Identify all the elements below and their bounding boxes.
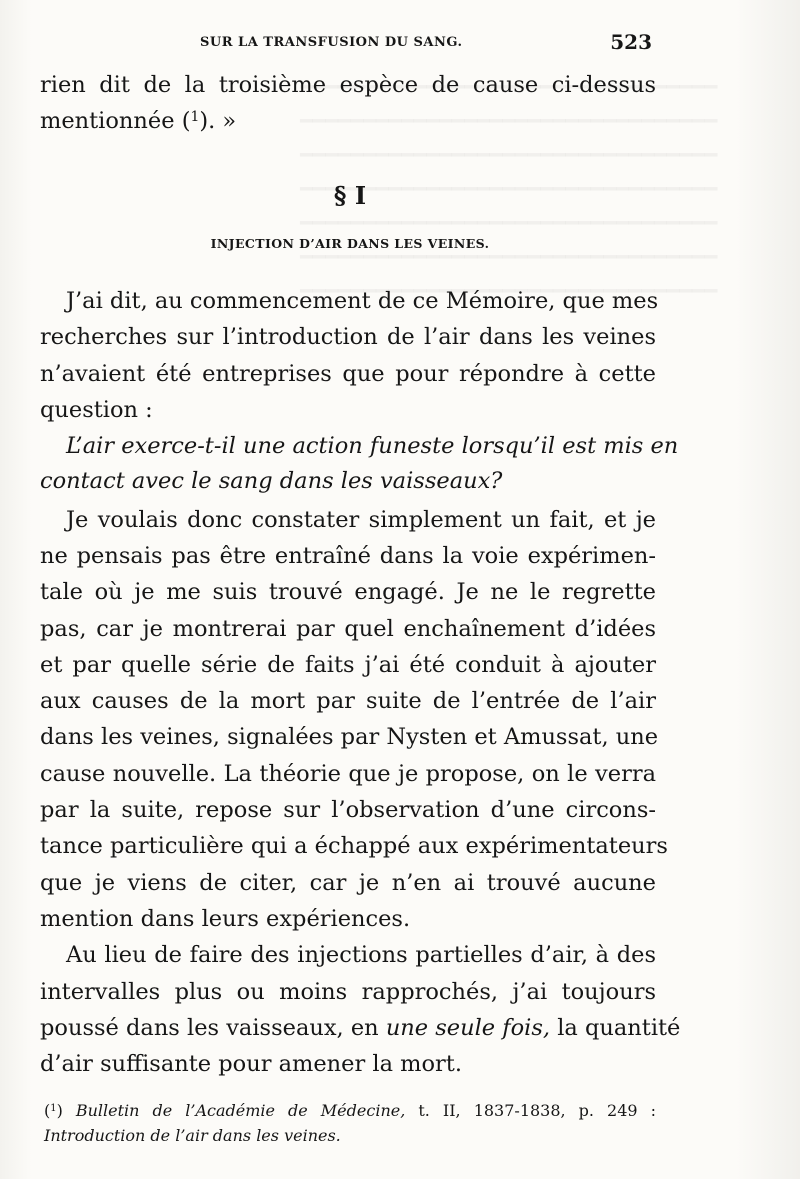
text-line: rien dit de la troisième espèce de cause ci-dessus bbox=[40, 72, 656, 98]
footnote-line: Introduction de l’air dans les veines. bbox=[44, 1126, 341, 1145]
footnote-citation: t. II, 1837-1838, p. 249 : bbox=[405, 1101, 657, 1120]
text-line: n’avaient été entreprises que pour répondre à cette bbox=[40, 361, 656, 387]
text-line: cause nouvelle. La théorie que je propose, on le verra bbox=[40, 761, 656, 787]
text-line: aux causes de la mort par suite de l’entrée de l’air bbox=[40, 688, 656, 714]
text-line: et par quelle série de faits j’ai été conduit à ajouter bbox=[40, 652, 656, 678]
footnote-marker-open: ( bbox=[44, 1101, 51, 1120]
text-line: par la suite, repose sur l’observation d’une circons- bbox=[40, 797, 656, 823]
text-run: mentionnée ( bbox=[40, 108, 191, 134]
footnote-source: Bulletin de l’Académie de Médecine, bbox=[75, 1101, 406, 1120]
footnote-number: 1 bbox=[50, 1103, 57, 1115]
section-title: INJECTION D’AIR DANS LES VEINES. bbox=[210, 236, 490, 251]
text-line: question : bbox=[40, 397, 153, 423]
text-line: pas, car je montrerai par quel enchaînement d’idées bbox=[40, 616, 656, 642]
text-line: que je viens de citer, car je n’en ai trouvé aucune bbox=[40, 870, 656, 896]
running-title: SUR LA TRANSFUSION DU SANG. bbox=[200, 35, 463, 50]
section-number: § I bbox=[333, 181, 367, 210]
text-line: mention dans leurs expériences. bbox=[40, 906, 411, 932]
footnote bbox=[44, 1099, 656, 1123]
text-line: ne pensais pas être entraîné dans la voie expérimen- bbox=[40, 543, 656, 569]
footnote-reference: 1 bbox=[190, 109, 200, 126]
text-line: dans les veines, signalées par Nysten et Amussat, une bbox=[40, 724, 659, 750]
text-line: Je voulais donc constater simplement un fait, et je bbox=[66, 507, 656, 533]
text-line: intervalles plus ou moins rapprochés, j’ai toujours bbox=[40, 979, 656, 1005]
text-line bbox=[40, 1011, 681, 1045]
text-line: d’air suffisante pour amener la mort. bbox=[40, 1051, 462, 1077]
text-line bbox=[40, 104, 656, 138]
page-number: 523 bbox=[610, 30, 652, 54]
footnote-marker-close: ) bbox=[56, 1101, 76, 1120]
question-line: contact avec le sang dans les vaisseaux? bbox=[40, 468, 503, 494]
text-line: J’ai dit, au commencement de ce Mémoire, que mes bbox=[66, 288, 659, 314]
text-line: Au lieu de faire des injections partielles d’air, à des bbox=[66, 942, 656, 968]
text-line: tale où je me suis trouvé engagé. Je ne le regrette bbox=[40, 579, 656, 605]
text-line: recherches sur l’introduction de l’air dans les veines bbox=[40, 324, 656, 350]
text-run: poussé dans les vaisseaux, en bbox=[40, 1015, 386, 1041]
text-line: tance particulière qui a échappé aux expérimentateurs bbox=[40, 833, 668, 859]
text-run: ). » bbox=[199, 108, 237, 134]
emphasis: une seule fois, bbox=[385, 1015, 551, 1041]
text-run: la quantité bbox=[550, 1015, 681, 1041]
question-line: L’air exerce-t-il une action funeste lorsqu’il est mis en bbox=[66, 433, 679, 459]
running-head bbox=[40, 30, 652, 55]
